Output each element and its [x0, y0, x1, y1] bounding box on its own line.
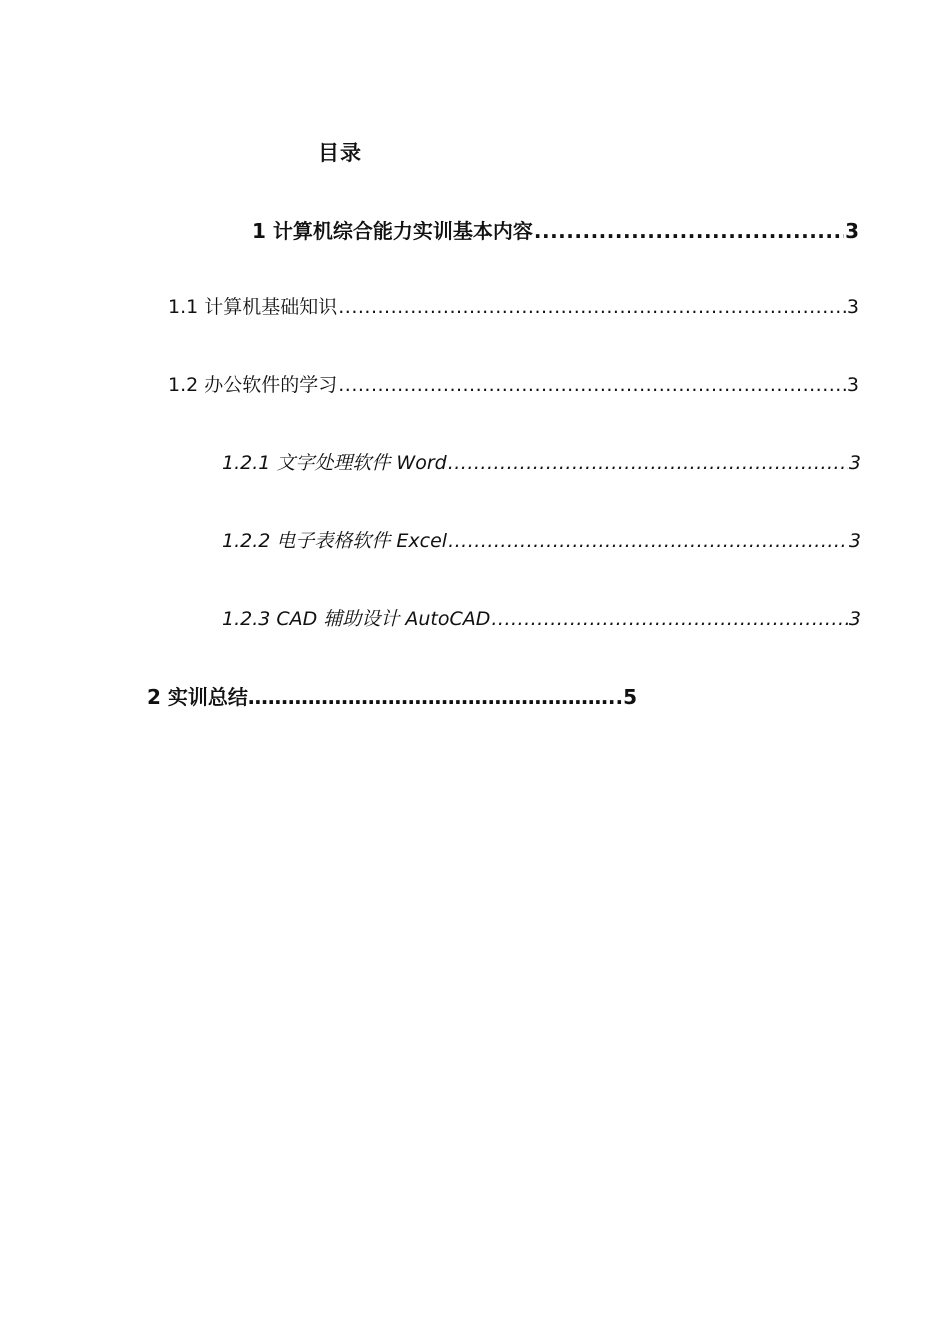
toc-entry-2[interactable]: [147, 681, 637, 710]
toc-entry-page: 5: [623, 685, 638, 709]
dot-leader: [491, 608, 848, 630]
toc-entry-text: 1.2.1 文字处理软件 Word: [222, 452, 447, 474]
toc-entry-text: 1.2.3 CAD 辅助设计 AutoCAD: [222, 608, 491, 630]
toc-entry-text: 2 实训总结: [147, 685, 248, 709]
dot-leader: ………………………………………………..: [247, 685, 624, 709]
dot-leader: [534, 219, 844, 243]
dot-leader: [338, 296, 846, 318]
dot-leader: [448, 530, 848, 552]
toc-entry-page: 3: [846, 374, 859, 396]
toc-entry-page: 3: [845, 219, 859, 243]
toc-entry-text: 1.1 计算机基础知识: [168, 296, 338, 318]
toc-entry-1[interactable]: [252, 215, 859, 244]
toc-entry-1-2-3[interactable]: [222, 604, 861, 631]
dot-leader: [338, 374, 846, 396]
toc-entry-text: 1 计算机综合能力实训基本内容: [252, 219, 533, 243]
toc-entry-1-2-1[interactable]: [222, 448, 861, 475]
dot-leader: [448, 452, 848, 474]
toc-title: 目录: [318, 141, 362, 165]
toc-entry-1-2[interactable]: [168, 370, 859, 397]
toc-entry-page: 3: [846, 296, 859, 318]
toc-entry-text: 1.2.2 电子表格软件 Excel: [222, 530, 448, 552]
toc-entry-1-1[interactable]: [168, 292, 859, 319]
toc-entry-1-2-2[interactable]: [222, 526, 861, 553]
toc-entry-page: 3: [848, 530, 861, 552]
toc-entry-page: 3: [848, 608, 861, 630]
toc-entry-text: 1.2 办公软件的学习: [168, 374, 338, 396]
toc-entry-page: 3: [848, 452, 861, 474]
